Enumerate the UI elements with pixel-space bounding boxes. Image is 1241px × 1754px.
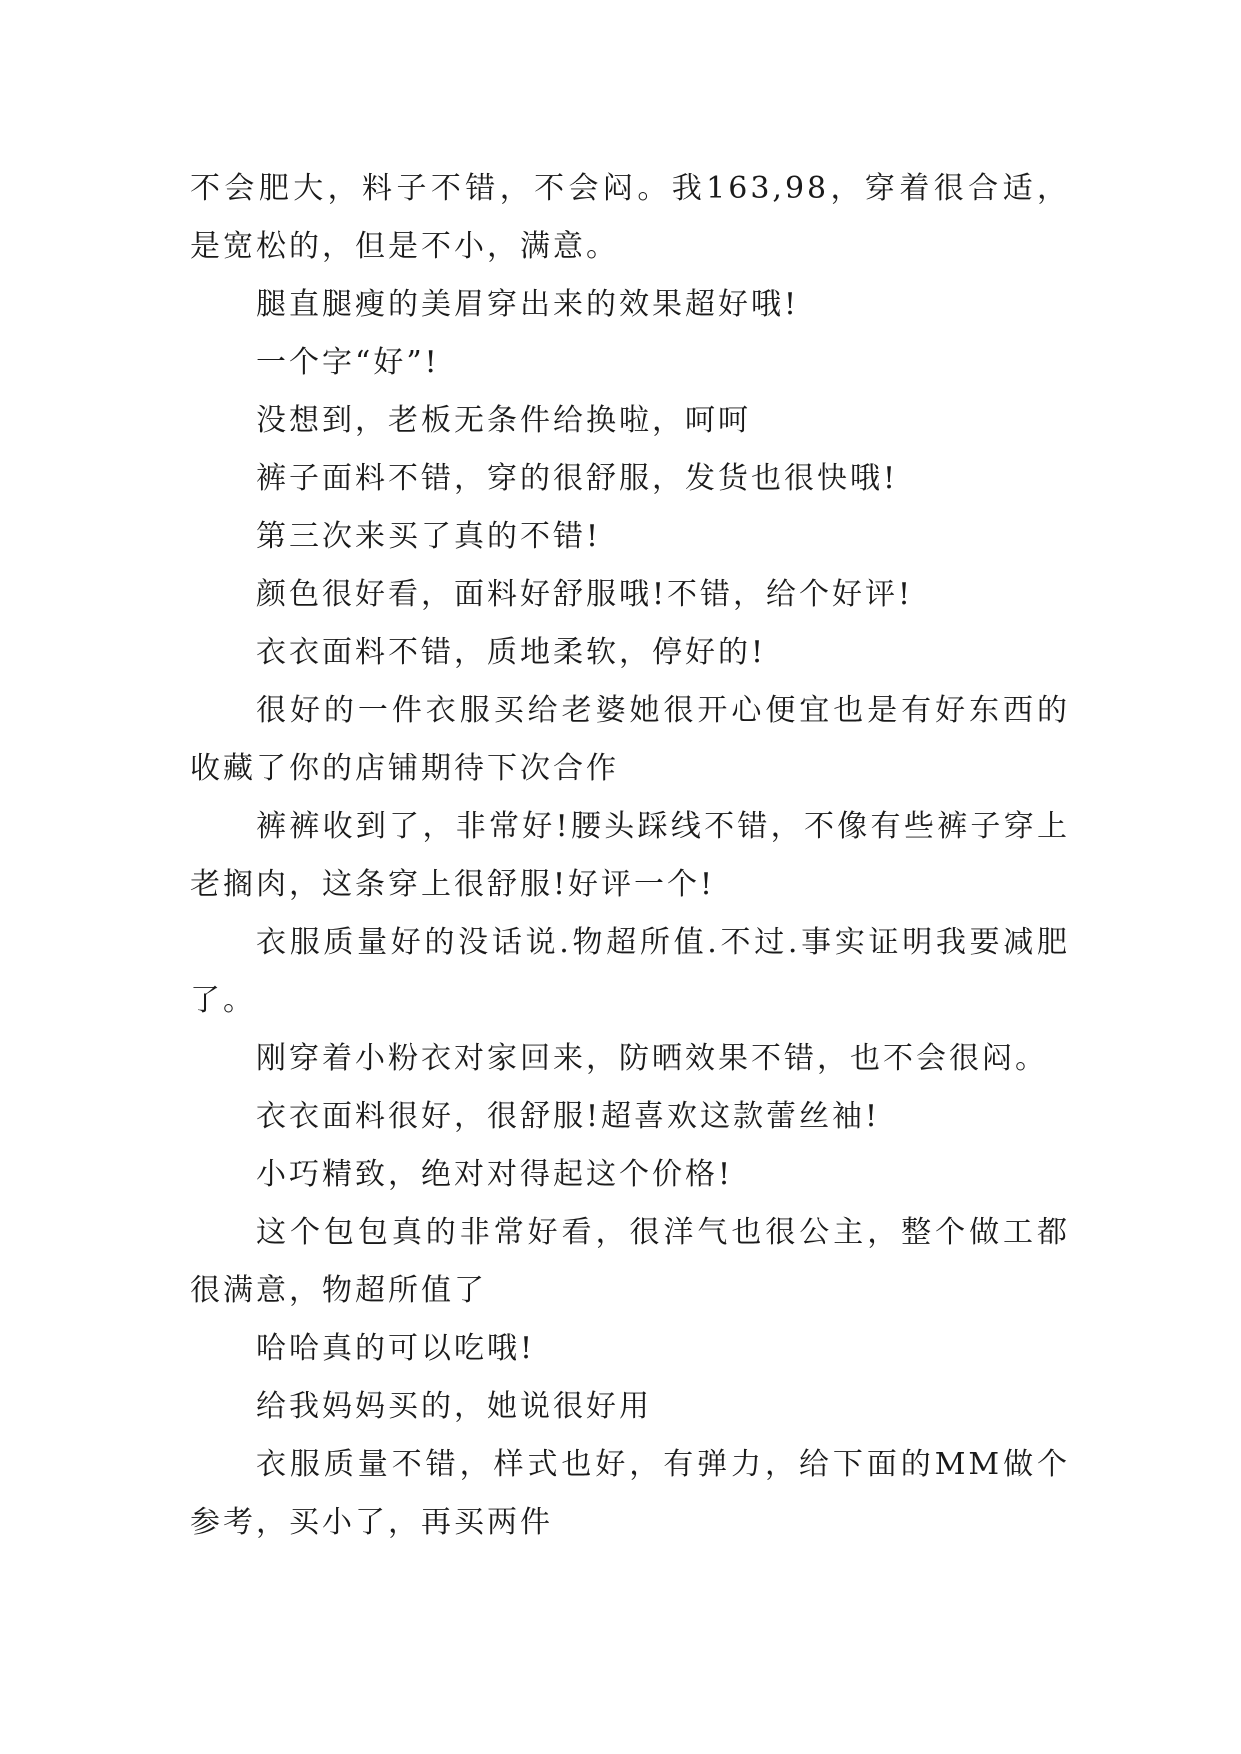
paragraph: 刚穿着小粉衣对家回来，防晒效果不错，也不会很闷。	[256, 1041, 1048, 1076]
paragraph: 没想到，老板无条件给换啦，呵呵	[256, 403, 751, 438]
paragraph: 给我妈妈买的，她说很好用	[256, 1389, 652, 1424]
document-body	[190, 160, 1070, 1552]
paragraph: 裤子面料不错，穿的很舒服，发货也很快哦!	[256, 461, 899, 496]
paragraph: 哈哈真的可以吃哦!	[256, 1331, 536, 1366]
paragraph: 第三次来买了真的不错!	[256, 519, 602, 554]
paragraph: 裤裤收到了，非常好!腰头踩线不错，不像有些裤子穿上老搁肉，这条穿上很舒服!好评一个!	[190, 809, 1070, 902]
paragraph: 这个包包真的非常好看，很洋气也很公主，整个做工都很满意，物超所值了	[190, 1215, 1070, 1308]
paragraph: 衣服质量不错，样式也好，有弹力，给下面的MM做个参考，买小了，再买两件	[190, 1447, 1070, 1540]
paragraph: 衣衣面料很好，很舒服!超喜欢这款蕾丝袖!	[256, 1099, 881, 1134]
paragraph: 颜色很好看，面料好舒服哦!不错，给个好评!	[256, 577, 914, 612]
paragraph: 不会肥大，料子不错，不会闷。我163,98，穿着很合适，是宽松的，但是不小，满意。	[190, 171, 1070, 264]
paragraph: 很好的一件衣服买给老婆她很开心便宜也是有好东西的收藏了你的店铺期待下次合作	[190, 693, 1070, 786]
paragraph: 衣服质量好的没话说.物超所值.不过.事实证明我要减肥了。	[190, 925, 1070, 1018]
paragraph: 腿直腿瘦的美眉穿出来的效果超好哦!	[256, 287, 800, 322]
paragraph: 衣衣面料不错，质地柔软，停好的!	[256, 635, 767, 670]
paragraph: 小巧精致，绝对对得起这个价格!	[256, 1157, 734, 1192]
paragraph: 一个字“好”!	[256, 345, 440, 380]
